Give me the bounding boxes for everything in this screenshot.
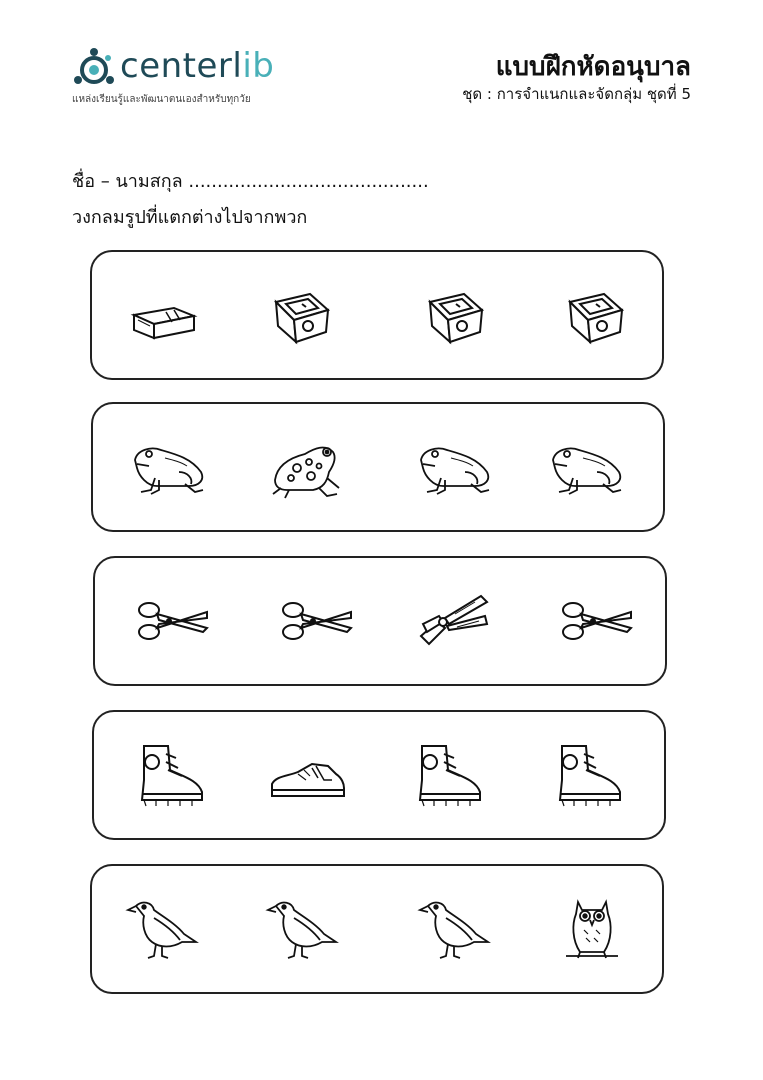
pliers-icon[interactable] <box>415 586 495 656</box>
scissors-icon[interactable] <box>277 586 357 656</box>
logo-mark-icon <box>70 44 118 92</box>
instruction-text: วงกลมรูปที่แตกต่างไปจากพวก <box>72 207 308 228</box>
sharpener-icon[interactable] <box>262 280 342 350</box>
spotted-frog-icon[interactable] <box>267 432 347 502</box>
frog-icon[interactable] <box>129 432 209 502</box>
exercise-row-1 <box>90 250 664 380</box>
frog-icon[interactable] <box>547 432 627 502</box>
sharpener-icon[interactable] <box>556 280 636 350</box>
logo-wordmark: centerlib <box>120 46 275 86</box>
exercise-row-5 <box>90 864 664 994</box>
boot-icon[interactable] <box>550 740 630 810</box>
page-title: แบบฝึกหัดอนุบาล <box>495 52 691 82</box>
scissors-icon[interactable] <box>133 586 213 656</box>
exercise-row-4 <box>92 710 666 840</box>
sharpener-icon[interactable] <box>416 280 496 350</box>
page-subtitle: ชุด : การจำแนกและจัดกลุ่ม ชุดที่ 5 <box>462 85 691 103</box>
eraser-icon[interactable] <box>124 280 204 350</box>
frog-icon[interactable] <box>415 432 495 502</box>
bird-icon[interactable] <box>262 894 342 964</box>
sneaker-icon[interactable] <box>268 740 348 810</box>
owl-icon[interactable] <box>552 894 632 964</box>
exercise-row-3 <box>93 556 667 686</box>
name-field-line[interactable]: ชื่อ – นามสกุล .......................................... <box>72 171 429 192</box>
boot-icon[interactable] <box>410 740 490 810</box>
logo-tagline: แหล่งเรียนรู้และพัฒนาตนเองสำหรับทุกวัย <box>72 94 251 105</box>
scissors-icon[interactable] <box>557 586 637 656</box>
bird-icon[interactable] <box>414 894 494 964</box>
boot-icon[interactable] <box>132 740 212 810</box>
bird-icon[interactable] <box>122 894 202 964</box>
centerlib-logo <box>70 42 300 112</box>
exercise-row-2 <box>91 402 665 532</box>
